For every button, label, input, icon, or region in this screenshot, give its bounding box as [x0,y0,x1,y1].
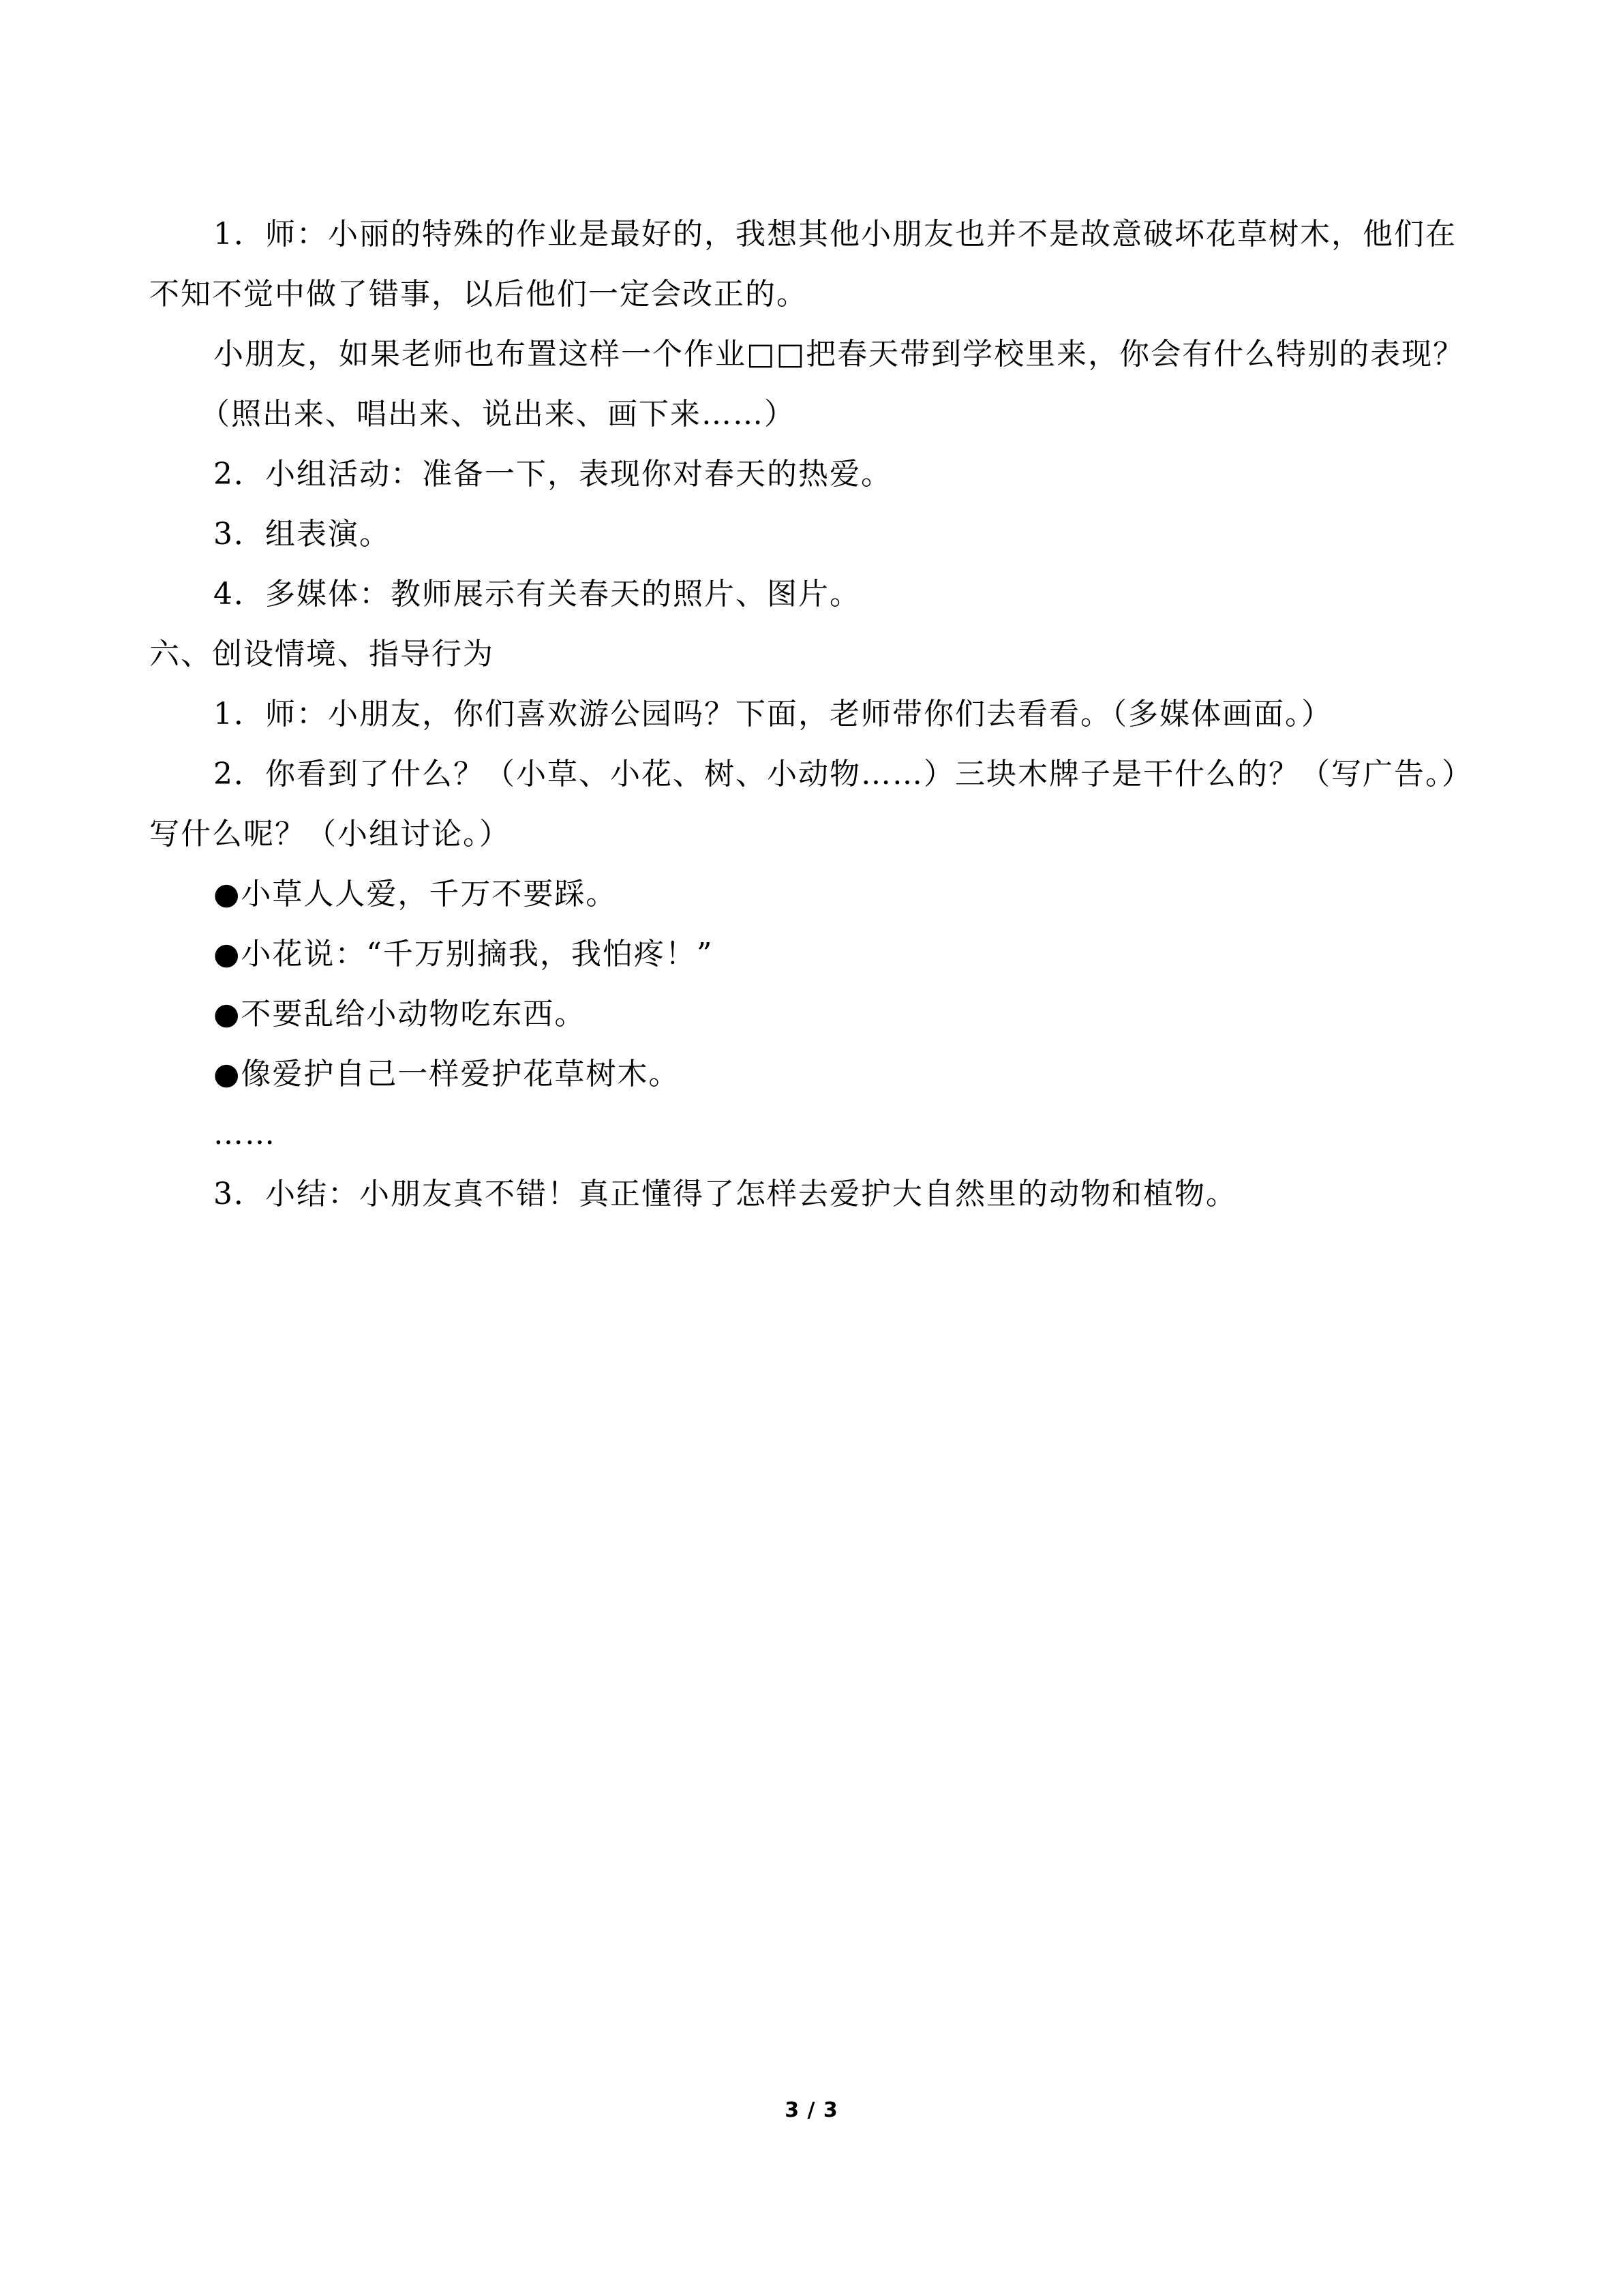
paragraph-summary: 3．小结：小朋友真不错！真正懂得了怎样去爱护大自然里的动物和植物。 [213,1177,1237,1211]
paragraph-options: （照出来、唱出来、说出来、画下来……） [200,397,795,432]
paragraph-what-you-see: 2．你看到了什么？（小草、小花、树、小动物……）三块木牌子是干什么的？（写广告。）写什么呢？（小组讨论。） [149,757,1473,851]
page-number: 3 / 3 [785,2098,838,2122]
paragraph-question: 小朋友，如果老师也布置这样一个作业□□把春天带到学校里来，你会有什么特别的表现？ [213,337,1465,372]
bullet-item: ●不要乱给小动物吃东西。 [213,997,586,1031]
bullet-item: ●小草人人爱，千万不要踩。 [213,877,618,911]
bullet-item: ●小花说：“千万别摘我，我怕疼！” [213,937,714,971]
section-heading: 六、创设情境、指导行为 [149,637,494,671]
paragraph-park-intro: 1．师：小朋友，你们喜欢游公园吗？下面，老师带你们去看看。（多媒体画面。） [213,697,1333,731]
paragraph-teacher-comment: 1．师：小丽的特殊的作业是最好的，我想其他小朋友也并不是故意破坏花草树木，他们在不知不觉中做了错事，以后他们一定会改正的。 [149,217,1457,312]
bullet-item: ●像爱护自己一样爱护花草树木。 [213,1057,680,1091]
paragraph-group-performance: 3．组表演。 [213,517,391,552]
document-body [149,205,1475,1224]
paragraph-multimedia: 4．多媒体：教师展示有关春天的照片、图片。 [213,577,861,611]
paragraph-group-activity: 2．小组活动：准备一下，表现你对春天的热爱。 [213,457,892,492]
ellipsis-line: …… [213,1117,276,1151]
